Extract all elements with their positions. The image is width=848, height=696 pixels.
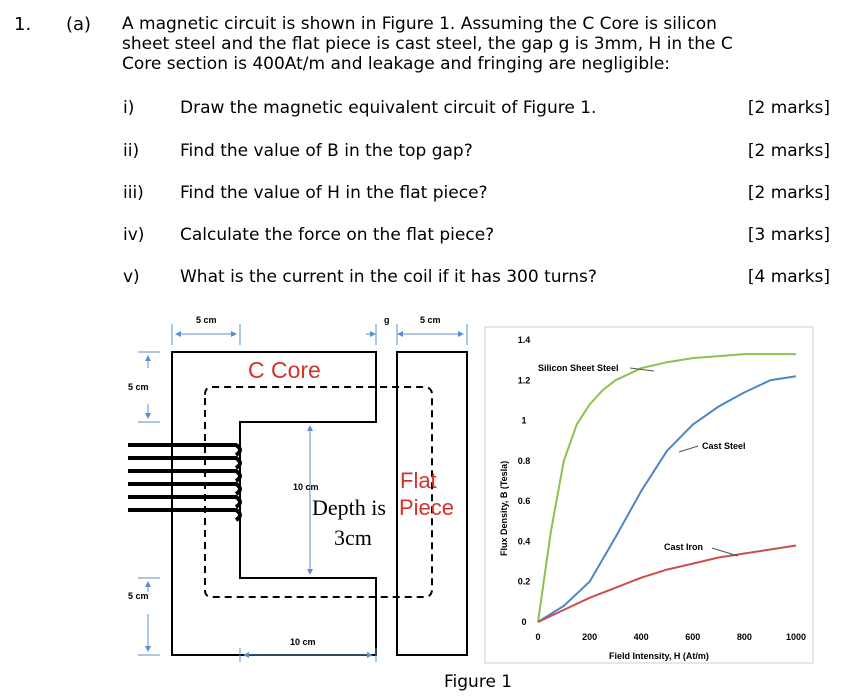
intro-line: A magnetic circuit is shown in Figure 1. Assuming the C Core is silicon [122,14,717,34]
subquestion-marks: [4 marks] [747,267,830,287]
subquestion-text: Find the value of H in the flat piece? [180,183,488,203]
dim-inner-height-label: 10 cm [293,482,319,492]
subquestion-text: Calculate the force on the flat piece? [180,225,495,245]
subquestion-text: Find the value of B in the top gap? [180,141,473,161]
subquestion-marks: [2 marks] [747,98,830,118]
flat-label: Flat [400,468,437,493]
coil [128,445,240,520]
y-tick-label: 0.6 [517,496,531,507]
y-tick-label: 0.2 [517,576,531,587]
piece-label: Piece [399,495,455,520]
y-axis-label: Flux Density, B (Tesla) [499,460,509,556]
subquestion-marks: [2 marks] [747,183,830,203]
subquestion-number: ii) [123,141,140,161]
subquestion-text: Draw the magnetic equivalent circuit of Figure 1. [180,98,597,118]
dim-top-right-label: 5 cm [420,315,441,325]
intro-line: Core section is 400At/m and leakage and fringing are negligible: [122,54,671,74]
x-tick-label: 1000 [785,632,807,642]
subquestion-marks: [2 marks] [747,141,830,161]
dim-bottom-width-label: 10 cm [290,637,316,647]
dim-gap-label: g [384,315,390,325]
dim-left-top-label: 5 cm [128,382,149,392]
y-tick-label: 1.4 [517,335,531,345]
x-axis-label: Field Intensity, H (At/m) [609,651,709,661]
chart-frame [485,327,813,663]
subquestion-marks: [3 marks] [747,225,830,245]
subquestion-number: iii) [123,183,144,203]
y-tick-label: 0.4 [517,536,531,547]
y-tick-label: 0.8 [517,455,531,466]
dim-top-left-label: 5 cm [196,315,217,325]
intro-line: sheet steel and the flat piece is cast steel, the gap g is 3mm, H in the C [122,34,733,54]
depth-label: Depth is [312,495,386,520]
depth-value-label: 3cm [334,525,372,550]
y-tick-label: 1 [521,415,527,426]
subquestion-number: i) [123,98,135,118]
y-tick-label: 0 [521,617,527,627]
x-tick-label: 400 [633,632,649,642]
x-tick-label: 200 [582,632,598,642]
figure-caption: Figure 1 [444,672,513,692]
dim-left-bottom-label: 5 cm [128,591,149,601]
subquestion-text: What is the current in the coil if it has 300 turns? [180,267,597,287]
y-tick-label: 1.2 [517,375,531,386]
bh-curve-chart [484,326,814,666]
x-tick-label: 0 [535,632,541,642]
series-label: Cast Iron [664,542,704,552]
x-tick-label: 600 [685,632,701,642]
question-part: (a) [66,14,92,35]
x-tick-label: 800 [736,632,752,642]
subquestion-number: v) [123,267,140,287]
c-core-label: C Core [248,357,321,383]
series-label: Cast Steel [702,441,746,451]
subquestion-number: iv) [123,225,145,245]
question-number: 1. [14,14,32,35]
series-label: Silicon Sheet Steel [538,363,619,373]
